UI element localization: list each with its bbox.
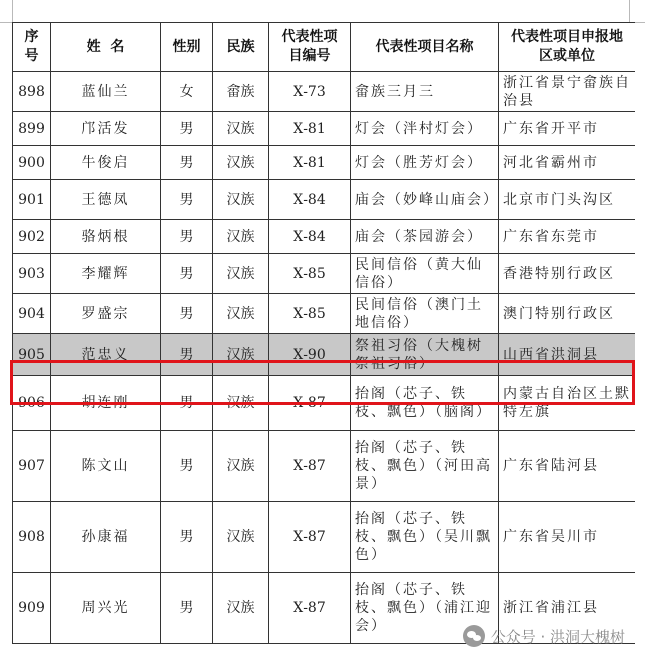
header-gender: 性别	[161, 23, 213, 72]
cell-seq: 908	[13, 502, 51, 573]
table-row-highlighted	[13, 334, 636, 376]
cell-seq: 909	[13, 573, 51, 644]
cell-gender: 男	[161, 431, 213, 502]
cell-project: 灯会（胜芳灯会）	[351, 146, 499, 180]
cell-ethnicity: 汉族	[213, 573, 269, 644]
table-row	[13, 254, 636, 294]
cell-gender: 男	[161, 220, 213, 254]
cell-name: 蓝仙兰	[51, 72, 161, 112]
cell-code: Ⅹ-85	[269, 294, 351, 334]
cell-region: 河北省霸州市	[499, 146, 636, 180]
cell-gender: 男	[161, 112, 213, 146]
cell-name: 李耀辉	[51, 254, 161, 294]
cell-ethnicity: 汉族	[213, 220, 269, 254]
cell-code: Ⅹ-81	[269, 112, 351, 146]
cell-name: 孙康福	[51, 502, 161, 573]
cell-gender: 男	[161, 573, 213, 644]
header-ethnicity: 民族	[213, 23, 269, 72]
cell-seq: 900	[13, 146, 51, 180]
cell-region: 广东省陆河县	[499, 431, 636, 502]
cell-code: Ⅹ-85	[269, 254, 351, 294]
cell-name: 胡连刚	[51, 376, 161, 431]
cell-ethnicity: 畲族	[213, 72, 269, 112]
table-header-row	[13, 23, 636, 72]
cell-gender: 男	[161, 180, 213, 220]
cell-project: 抬阁（芯子、铁枝、飘色）（浦江迎会）	[351, 573, 499, 644]
cell-code: Ⅹ-90	[269, 334, 351, 376]
cell-code: Ⅹ-73	[269, 72, 351, 112]
cell-code: Ⅹ-81	[269, 146, 351, 180]
cell-region: 广东省东莞市	[499, 220, 636, 254]
cell-name: 王德凤	[51, 180, 161, 220]
cell-gender: 男	[161, 254, 213, 294]
cell-name: 牛俊启	[51, 146, 161, 180]
table-row	[13, 146, 636, 180]
cell-code: Ⅹ-84	[269, 220, 351, 254]
table-row	[13, 220, 636, 254]
cell-gender: 男	[161, 146, 213, 180]
table-row	[13, 294, 636, 334]
document-page	[12, 22, 635, 669]
cell-code: Ⅹ-87	[269, 376, 351, 431]
cell-project: 灯会（泮村灯会）	[351, 112, 499, 146]
table-row	[13, 431, 636, 502]
cell-project: 祭祖习俗（大槐树祭祖习俗）	[351, 334, 499, 376]
cell-code: Ⅹ-84	[269, 180, 351, 220]
cell-gender: 男	[161, 502, 213, 573]
cell-ethnicity: 汉族	[213, 254, 269, 294]
cell-project: 抬阁（芯子、铁枝、飘色）（河田高景）	[351, 431, 499, 502]
cell-ethnicity: 汉族	[213, 376, 269, 431]
cell-seq: 901	[13, 180, 51, 220]
cell-project: 庙会（茶园游会）	[351, 220, 499, 254]
cell-region: 北京市门头沟区	[499, 180, 636, 220]
table-row	[13, 112, 636, 146]
cell-ethnicity: 汉族	[213, 431, 269, 502]
header-name: 姓 名	[51, 23, 161, 72]
cell-code: Ⅹ-87	[269, 573, 351, 644]
page-corner-mark-left	[0, 0, 13, 23]
table-row	[13, 180, 636, 220]
cell-seq: 902	[13, 220, 51, 254]
cell-gender: 男	[161, 294, 213, 334]
cell-region: 浙江省景宁畲族自治县	[499, 72, 636, 112]
header-project-code: 代表性项目编号	[269, 23, 351, 72]
page-corner-mark-right	[629, 0, 645, 23]
cell-project: 民间信俗（澳门土地信俗）	[351, 294, 499, 334]
cell-name: 陈文山	[51, 431, 161, 502]
cell-seq: 905	[13, 334, 51, 376]
watermark-text: 公众号 · 洪洞大槐树	[490, 627, 625, 646]
cell-project: 抬阁（芯子、铁枝、飘色）（脑阁）	[351, 376, 499, 431]
cell-region: 澳门特别行政区	[499, 294, 636, 334]
cell-name: 骆炳根	[51, 220, 161, 254]
cell-ethnicity: 汉族	[213, 334, 269, 376]
cell-seq: 898	[13, 72, 51, 112]
cell-seq: 903	[13, 254, 51, 294]
cell-project: 民间信俗（黄大仙信俗）	[351, 254, 499, 294]
header-seq: 序号	[13, 23, 51, 72]
cell-name: 范忠义	[51, 334, 161, 376]
cell-code: Ⅹ-87	[269, 502, 351, 573]
cell-code: Ⅹ-87	[269, 431, 351, 502]
cell-name: 周兴光	[51, 573, 161, 644]
cell-seq: 899	[13, 112, 51, 146]
header-project-name: 代表性项目名称	[351, 23, 499, 72]
cell-seq: 904	[13, 294, 51, 334]
cell-seq: 907	[13, 431, 51, 502]
header-region: 代表性项目申报地区或单位	[499, 23, 636, 72]
cell-ethnicity: 汉族	[213, 502, 269, 573]
cell-name: 罗盛宗	[51, 294, 161, 334]
watermark	[463, 625, 625, 647]
cell-region: 广东省开平市	[499, 112, 636, 146]
table-row	[13, 502, 636, 573]
cell-gender: 女	[161, 72, 213, 112]
inheritors-table	[12, 22, 635, 644]
cell-gender: 男	[161, 376, 213, 431]
cell-region: 浙江省浦江县	[499, 573, 636, 644]
cell-region: 内蒙古自治区土默特左旗	[499, 376, 636, 431]
table-row	[13, 72, 636, 112]
cell-ethnicity: 汉族	[213, 180, 269, 220]
wechat-icon	[463, 625, 485, 647]
cell-seq: 906	[13, 376, 51, 431]
table-row	[13, 376, 636, 431]
cell-gender: 男	[161, 334, 213, 376]
cell-region: 香港特别行政区	[499, 254, 636, 294]
cell-name: 邝活发	[51, 112, 161, 146]
cell-ethnicity: 汉族	[213, 146, 269, 180]
cell-region: 山西省洪洞县	[499, 334, 636, 376]
cell-project: 抬阁（芯子、铁枝、飘色）（吴川飘色）	[351, 502, 499, 573]
cell-region: 广东省吴川市	[499, 502, 636, 573]
cell-project: 庙会（妙峰山庙会）	[351, 180, 499, 220]
cell-ethnicity: 汉族	[213, 294, 269, 334]
cell-project: 畲族三月三	[351, 72, 499, 112]
cell-ethnicity: 汉族	[213, 112, 269, 146]
